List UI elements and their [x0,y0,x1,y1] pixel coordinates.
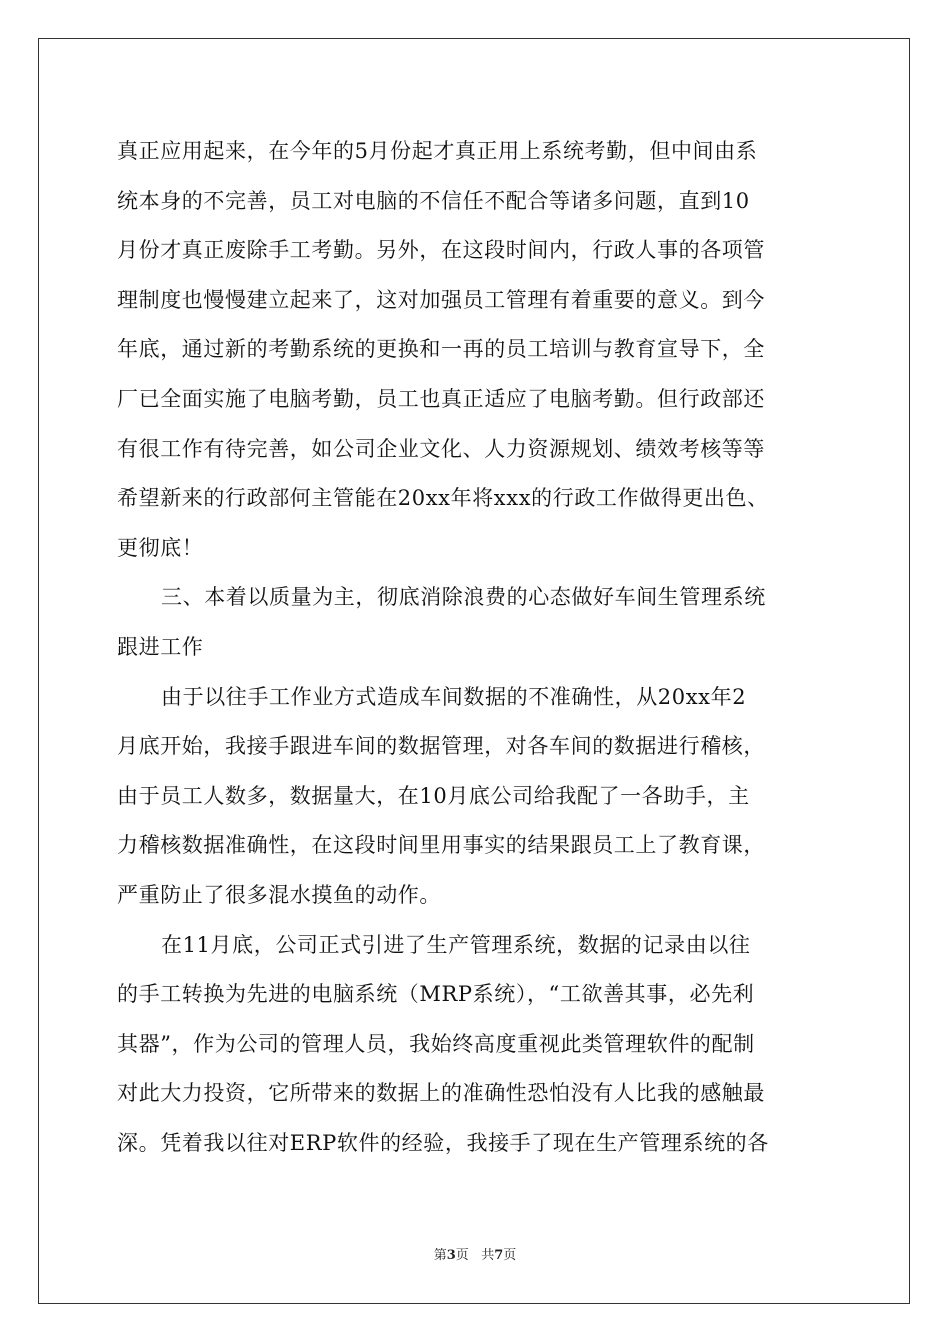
text-line: 厂已全面实施了电脑考勤，员工也真正适应了电脑考勤。但行政部还 [117,386,765,411]
text-line: 年底，通过新的考勤系统的更换和一再的员工培训与教育宣导下，全 [117,337,765,362]
text-line: 由于以往手工作业方式造成车间数据的不准确性，从20xx年2 [161,684,747,709]
footer-prefix: 第 [433,1248,447,1263]
text-line: 力稽核数据准确性，在这段时间里用事实的结果跟员工上了教育课， [117,833,765,858]
text-line: 月份才真正废除手工考勤。另外，在这段时间内，行政人事的各项管 [117,238,765,263]
text-line: 统本身的不完善，员工对电脑的不信任不配合等诸多问题，直到10 [117,188,750,213]
text-line: 在11月底，公司正式引进了生产管理系统，数据的记录由以往 [161,932,751,957]
document-body [117,127,837,1168]
text-line: 有很工作有待完善，如公司企业文化、人力资源规划、绩效考核等等 [117,436,765,461]
page-footer [0,1244,950,1263]
footer-total-prefix: 共 [481,1248,495,1263]
text-line: 月底开始，我接手跟进车间的数据管理，对各车间的数据进行稽核， [117,734,765,759]
current-page-number: 3 [446,1248,456,1263]
total-page-count: 7 [494,1248,504,1263]
footer-total-suffix: 页 [503,1248,517,1263]
text-line: 跟进工作 [117,634,204,659]
text-line: 由于员工人数多，数据量大，在10月底公司给我配了一各助手，主 [117,783,750,808]
text-line: 理制度也慢慢建立起来了，这对加强员工管理有着重要的意义。到今 [117,287,765,312]
text-line: 真正应用起来，在今年的5月份起才真正用上系统考勤，但中间由系 [117,139,758,163]
text-line: 对此大力投资，它所带来的数据上的准确性恐怕没有人比我的感触最 [117,1081,765,1106]
text-line: 深。凭着我以往对ERP软件的经验，我接手了现在生产管理系统的各 [117,1130,769,1155]
footer-page-suffix: 页 [455,1248,469,1263]
text-line: 更彻底！ [117,535,204,560]
text-line: 三、本着以质量为主，彻底消除浪费的心态做好车间生管理系统 [161,585,766,610]
text-line: 希望新来的行政部何主管能在20xx年将xxx的行政工作做得更出色、 [117,486,769,511]
text-line: 其器”，作为公司的管理人员，我始终高度重视此类管理软件的配制 [117,1031,755,1056]
text-line: 严重防止了很多混水摸鱼的动作。 [117,882,441,907]
text-line: 的手工转换为先进的电脑系统（MRP系统），“工欲善其事，必先利 [117,982,755,1007]
